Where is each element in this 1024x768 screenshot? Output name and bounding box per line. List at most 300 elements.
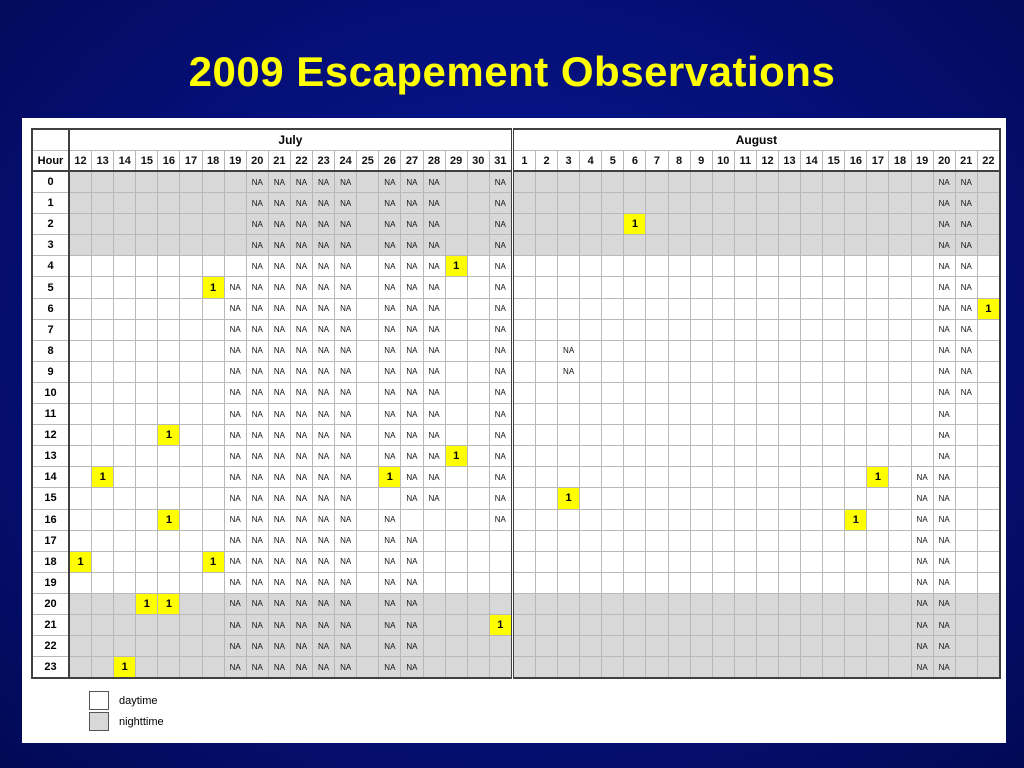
na-cell: NA [933, 467, 955, 488]
grid-cell [955, 551, 977, 572]
grid-cell [558, 171, 580, 193]
grid-cell [202, 404, 224, 425]
na-cell: NA [401, 446, 423, 467]
observation-mark: 1 [489, 614, 512, 635]
grid-cell [801, 340, 823, 361]
grid-cell [580, 551, 602, 572]
grid-cell [646, 277, 668, 298]
na-cell: NA [955, 340, 977, 361]
grid-cell [136, 425, 158, 446]
day-label: 31 [489, 151, 512, 172]
grid-cell [624, 361, 646, 382]
grid-cell [889, 657, 911, 679]
grid-cell [580, 193, 602, 214]
na-cell: NA [933, 404, 955, 425]
grid-cell [512, 446, 535, 467]
grid-cell [92, 193, 114, 214]
grid-cell [158, 446, 180, 467]
hour-row [32, 404, 1000, 425]
grid-cell [92, 298, 114, 319]
na-cell: NA [290, 235, 312, 256]
na-cell: NA [246, 277, 268, 298]
na-cell: NA [379, 340, 401, 361]
na-cell: NA [335, 572, 357, 593]
grid-cell [69, 614, 92, 635]
grid-cell [756, 425, 778, 446]
grid-cell [535, 382, 557, 403]
grid-cell [823, 425, 845, 446]
grid-cell [558, 593, 580, 614]
grid-cell [357, 193, 379, 214]
grid-cell [467, 256, 489, 277]
na-cell: NA [423, 256, 445, 277]
grid-cell [69, 467, 92, 488]
day-label: 21 [955, 151, 977, 172]
grid-cell [977, 404, 1000, 425]
na-cell: NA [379, 614, 401, 635]
grid-cell [357, 382, 379, 403]
na-cell: NA [268, 340, 290, 361]
na-cell: NA [379, 193, 401, 214]
na-cell: NA [379, 171, 401, 193]
grid-cell [889, 636, 911, 657]
grid-cell [977, 530, 1000, 551]
grid-cell [845, 319, 867, 340]
na-cell: NA [423, 404, 445, 425]
day-label: 17 [180, 151, 202, 172]
grid-cell [845, 467, 867, 488]
na-cell: NA [224, 319, 246, 340]
grid-cell [801, 593, 823, 614]
na-cell: NA [955, 277, 977, 298]
grid-cell [801, 298, 823, 319]
grid-cell [801, 636, 823, 657]
grid-cell [445, 361, 467, 382]
observation-mark: 1 [624, 214, 646, 235]
grid-cell [69, 425, 92, 446]
day-header-row [32, 151, 1000, 172]
grid-cell [512, 657, 535, 679]
grid-cell [646, 446, 668, 467]
grid-cell [801, 214, 823, 235]
grid-cell [602, 298, 624, 319]
grid-cell [889, 340, 911, 361]
grid-cell [801, 193, 823, 214]
grid-cell [114, 361, 136, 382]
grid-cell [602, 319, 624, 340]
day-label: 2 [535, 151, 557, 172]
observation-mark: 1 [202, 277, 224, 298]
na-cell: NA [268, 593, 290, 614]
grid-cell [624, 404, 646, 425]
grid-cell [445, 657, 467, 679]
grid-cell [624, 425, 646, 446]
hour-label: 20 [32, 593, 69, 614]
hour-label: 7 [32, 319, 69, 340]
grid-cell [357, 171, 379, 193]
grid-cell [756, 404, 778, 425]
grid-cell [92, 530, 114, 551]
grid-cell [92, 319, 114, 340]
grid-cell [558, 530, 580, 551]
grid-cell [867, 382, 889, 403]
grid-cell [158, 171, 180, 193]
grid-cell [867, 551, 889, 572]
grid-cell [801, 509, 823, 530]
grid-cell [535, 530, 557, 551]
grid-cell [180, 214, 202, 235]
na-cell: NA [224, 636, 246, 657]
grid-cell [158, 319, 180, 340]
grid-cell [580, 488, 602, 509]
grid-cell [158, 298, 180, 319]
na-cell: NA [313, 340, 335, 361]
day-label: 8 [668, 151, 690, 172]
grid-cell [445, 404, 467, 425]
grid-cell [69, 488, 92, 509]
grid-cell [602, 277, 624, 298]
na-cell: NA [290, 446, 312, 467]
grid-cell [712, 467, 734, 488]
grid-cell [734, 530, 756, 551]
na-cell: NA [290, 509, 312, 530]
grid-cell [889, 361, 911, 382]
na-cell: NA [224, 382, 246, 403]
day-label: 5 [602, 151, 624, 172]
na-cell: NA [335, 340, 357, 361]
grid-cell [712, 425, 734, 446]
day-label: 10 [712, 151, 734, 172]
grid-cell [712, 214, 734, 235]
grid-cell [889, 614, 911, 635]
grid-cell [535, 214, 557, 235]
day-label: 14 [801, 151, 823, 172]
grid-cell [911, 361, 933, 382]
hour-row [32, 467, 1000, 488]
grid-cell [977, 277, 1000, 298]
hour-label: 8 [32, 340, 69, 361]
grid-cell [558, 551, 580, 572]
na-cell: NA [290, 572, 312, 593]
na-cell: NA [423, 235, 445, 256]
na-cell: NA [423, 214, 445, 235]
grid-cell [911, 214, 933, 235]
grid-cell [867, 193, 889, 214]
grid-cell [357, 256, 379, 277]
day-label: 25 [357, 151, 379, 172]
grid-cell [756, 277, 778, 298]
na-cell: NA [313, 404, 335, 425]
grid-cell [867, 319, 889, 340]
grid-cell [889, 319, 911, 340]
grid-cell [558, 572, 580, 593]
grid-cell [867, 509, 889, 530]
na-cell: NA [313, 572, 335, 593]
na-cell: NA [933, 277, 955, 298]
observation-mark: 1 [379, 467, 401, 488]
grid-cell [180, 572, 202, 593]
grid-cell [114, 298, 136, 319]
grid-cell [180, 509, 202, 530]
grid-cell [734, 425, 756, 446]
na-cell: NA [246, 425, 268, 446]
grid-cell [690, 193, 712, 214]
na-cell: NA [335, 530, 357, 551]
grid-cell [690, 256, 712, 277]
na-cell: NA [933, 509, 955, 530]
grid-cell [845, 404, 867, 425]
grid-cell [867, 657, 889, 679]
grid-cell [602, 657, 624, 679]
grid-cell [977, 636, 1000, 657]
grid-cell [690, 298, 712, 319]
na-cell: NA [290, 425, 312, 446]
grid-cell [114, 509, 136, 530]
na-cell: NA [489, 235, 512, 256]
grid-cell [624, 467, 646, 488]
na-cell: NA [933, 235, 955, 256]
grid-cell [889, 171, 911, 193]
grid-cell [535, 235, 557, 256]
na-cell: NA [290, 614, 312, 635]
grid-cell [712, 256, 734, 277]
grid-cell [911, 298, 933, 319]
na-cell: NA [933, 340, 955, 361]
na-cell: NA [268, 551, 290, 572]
na-cell: NA [268, 446, 290, 467]
grid-cell [180, 657, 202, 679]
grid-cell [357, 214, 379, 235]
grid-cell [158, 235, 180, 256]
grid-cell [158, 488, 180, 509]
na-cell: NA [313, 277, 335, 298]
grid-cell [823, 467, 845, 488]
na-cell: NA [933, 214, 955, 235]
grid-cell [823, 551, 845, 572]
na-cell: NA [224, 551, 246, 572]
grid-cell [779, 214, 801, 235]
grid-cell [114, 235, 136, 256]
grid-cell [180, 319, 202, 340]
na-cell: NA [313, 488, 335, 509]
hour-row [32, 530, 1000, 551]
na-cell: NA [955, 256, 977, 277]
grid-cell [580, 509, 602, 530]
grid-cell [512, 193, 535, 214]
na-cell: NA [335, 298, 357, 319]
grid-cell [92, 277, 114, 298]
grid-cell [624, 488, 646, 509]
grid-cell [823, 572, 845, 593]
grid-cell [580, 214, 602, 235]
grid-cell [202, 593, 224, 614]
grid-cell [712, 572, 734, 593]
grid-cell [779, 382, 801, 403]
na-cell: NA [246, 509, 268, 530]
grid-cell [357, 277, 379, 298]
grid-cell [114, 488, 136, 509]
grid-cell [558, 636, 580, 657]
grid-cell [734, 404, 756, 425]
grid-cell [423, 509, 445, 530]
grid-cell [114, 446, 136, 467]
grid-cell [489, 551, 512, 572]
na-cell: NA [268, 509, 290, 530]
day-label: 29 [445, 151, 467, 172]
grid-cell [92, 425, 114, 446]
grid-cell [867, 446, 889, 467]
grid-cell [977, 171, 1000, 193]
na-cell: NA [313, 509, 335, 530]
na-cell: NA [268, 636, 290, 657]
na-cell: NA [335, 488, 357, 509]
grid-cell [423, 593, 445, 614]
hour-label: 17 [32, 530, 69, 551]
grid-cell [180, 277, 202, 298]
hour-label: 19 [32, 572, 69, 593]
grid-cell [202, 488, 224, 509]
na-cell: NA [955, 235, 977, 256]
grid-cell [136, 530, 158, 551]
grid-cell [955, 404, 977, 425]
grid-cell [756, 467, 778, 488]
grid-cell [668, 171, 690, 193]
grid-cell [845, 636, 867, 657]
grid-cell [602, 214, 624, 235]
grid-cell [512, 256, 535, 277]
hour-row [32, 361, 1000, 382]
grid-cell [756, 235, 778, 256]
na-cell: NA [313, 361, 335, 382]
grid-cell [690, 361, 712, 382]
na-cell: NA [955, 298, 977, 319]
grid-cell [977, 467, 1000, 488]
grid-cell [646, 256, 668, 277]
grid-cell [779, 235, 801, 256]
grid-cell [690, 235, 712, 256]
grid-cell [977, 256, 1000, 277]
na-cell: NA [313, 551, 335, 572]
grid-cell [512, 509, 535, 530]
grid-cell [69, 593, 92, 614]
na-cell: NA [401, 572, 423, 593]
na-cell: NA [379, 593, 401, 614]
na-cell: NA [955, 193, 977, 214]
grid-cell [668, 572, 690, 593]
grid-cell [690, 340, 712, 361]
grid-cell [512, 404, 535, 425]
na-cell: NA [955, 361, 977, 382]
grid-cell [69, 171, 92, 193]
na-cell: NA [268, 614, 290, 635]
na-cell: NA [933, 572, 955, 593]
observation-mark: 1 [158, 425, 180, 446]
na-cell: NA [489, 488, 512, 509]
grid-cell [712, 593, 734, 614]
grid-cell [823, 446, 845, 467]
grid-cell [624, 636, 646, 657]
grid-cell [580, 256, 602, 277]
grid-cell [977, 509, 1000, 530]
grid-cell [801, 235, 823, 256]
grid-cell [690, 593, 712, 614]
grid-cell [690, 214, 712, 235]
na-cell: NA [268, 404, 290, 425]
na-cell: NA [489, 193, 512, 214]
grid-cell [602, 593, 624, 614]
grid-cell [535, 657, 557, 679]
grid-cell [823, 193, 845, 214]
grid-cell [646, 467, 668, 488]
grid-cell [558, 404, 580, 425]
grid-cell [756, 636, 778, 657]
grid-cell [180, 404, 202, 425]
grid-cell [69, 298, 92, 319]
grid-cell [535, 446, 557, 467]
na-cell: NA [379, 509, 401, 530]
day-label: 15 [823, 151, 845, 172]
grid-cell [114, 467, 136, 488]
grid-cell [535, 551, 557, 572]
grid-cell [668, 319, 690, 340]
day-label: 13 [92, 151, 114, 172]
na-cell: NA [246, 614, 268, 635]
grid-cell [158, 572, 180, 593]
grid-cell [69, 446, 92, 467]
grid-cell [136, 446, 158, 467]
grid-cell [158, 256, 180, 277]
na-cell: NA [290, 551, 312, 572]
grid-cell [467, 319, 489, 340]
na-cell: NA [313, 171, 335, 193]
grid-cell [602, 509, 624, 530]
grid-cell [180, 446, 202, 467]
grid-cell [467, 171, 489, 193]
grid-cell [712, 530, 734, 551]
grid-cell [467, 572, 489, 593]
na-cell: NA [423, 171, 445, 193]
grid-cell [712, 319, 734, 340]
day-label: 20 [246, 151, 268, 172]
na-cell: NA [290, 256, 312, 277]
grid-cell [823, 340, 845, 361]
grid-cell [690, 404, 712, 425]
na-cell: NA [246, 551, 268, 572]
grid-cell [180, 193, 202, 214]
na-cell: NA [401, 193, 423, 214]
grid-cell [580, 171, 602, 193]
hour-row [32, 256, 1000, 277]
na-cell: NA [313, 235, 335, 256]
grid-cell [92, 509, 114, 530]
grid-cell [558, 214, 580, 235]
grid-cell [445, 509, 467, 530]
grid-cell [712, 488, 734, 509]
grid-cell [114, 551, 136, 572]
grid-cell [445, 277, 467, 298]
grid-cell [558, 298, 580, 319]
grid-cell [69, 509, 92, 530]
grid-cell [512, 235, 535, 256]
grid-cell [180, 467, 202, 488]
grid-cell [801, 361, 823, 382]
grid-cell [558, 509, 580, 530]
grid-cell [867, 340, 889, 361]
hour-label: 5 [32, 277, 69, 298]
na-cell: NA [379, 382, 401, 403]
grid-cell [535, 340, 557, 361]
grid-cell [646, 593, 668, 614]
